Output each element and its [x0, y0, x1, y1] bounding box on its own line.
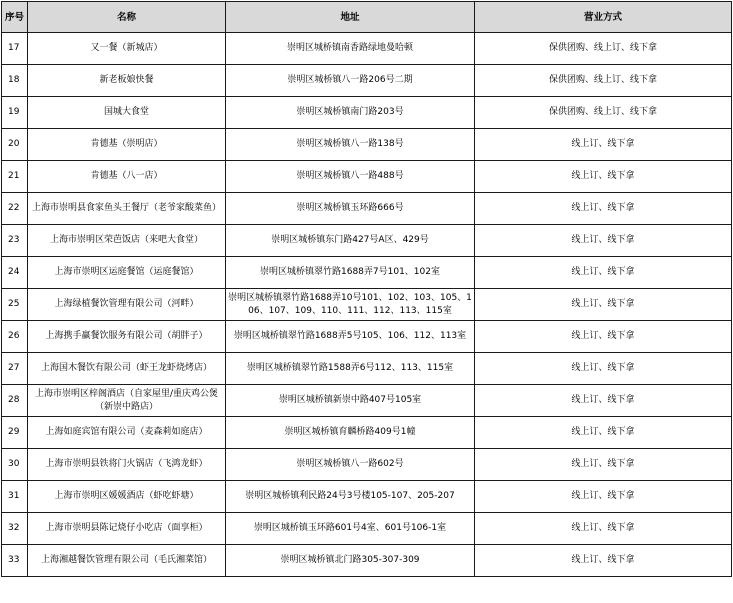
cell-name: 上海如庭宾馆有限公司（麦森莉如庭店）	[28, 417, 226, 449]
cell-name: 国城大食堂	[28, 97, 226, 129]
cell-address: 崇明区城桥镇玉环路666号	[226, 193, 475, 225]
header-address: 地址	[226, 2, 475, 33]
cell-no: 27	[2, 353, 28, 385]
header-no: 序号	[2, 2, 28, 33]
table-body	[2, 33, 732, 577]
table-row	[2, 449, 732, 481]
table-row	[2, 385, 732, 417]
cell-no: 19	[2, 97, 28, 129]
cell-mode: 线上订、线下拿	[475, 513, 732, 545]
cell-no: 28	[2, 385, 28, 417]
cell-name: 又一餐（新城店）	[28, 33, 226, 65]
cell-no: 24	[2, 257, 28, 289]
table-row	[2, 321, 732, 353]
cell-mode: 线上订、线下拿	[475, 353, 732, 385]
cell-no: 22	[2, 193, 28, 225]
cell-address: 崇明区城桥镇利民路24号3号楼105-107、205-207	[226, 481, 475, 513]
table-row	[2, 289, 732, 321]
cell-name: 上海市崇明区梓阁酒店（自家屋里/重庆鸡公煲（新崇中路店）	[28, 385, 226, 417]
cell-address: 崇明区城桥镇翠竹路1688弄10号101、102、103、105、106、107、109、110、111、112、113、115室	[226, 289, 475, 321]
cell-no: 31	[2, 481, 28, 513]
cell-mode: 线上订、线下拿	[475, 417, 732, 449]
cell-mode: 线上订、线下拿	[475, 193, 732, 225]
restaurant-table	[1, 1, 732, 577]
table-row	[2, 129, 732, 161]
cell-name: 上海绿植餐饮管理有限公司（河畔）	[28, 289, 226, 321]
cell-no: 21	[2, 161, 28, 193]
cell-mode: 线上订、线下拿	[475, 225, 732, 257]
table-row	[2, 257, 732, 289]
cell-name: 上海市崇明县食家鱼头王餐厅（老爷家酸菜鱼）	[28, 193, 226, 225]
cell-address: 崇明区城桥镇翠竹路1688弄5号105、106、112、113室	[226, 321, 475, 353]
cell-no: 18	[2, 65, 28, 97]
cell-address: 崇明区城桥镇东门路427号A区、429号	[226, 225, 475, 257]
cell-no: 26	[2, 321, 28, 353]
cell-name: 上海市崇明县铁将门火锅店（飞鸿龙虾）	[28, 449, 226, 481]
cell-mode: 线上订、线下拿	[475, 289, 732, 321]
cell-no: 30	[2, 449, 28, 481]
cell-no: 25	[2, 289, 28, 321]
table-row	[2, 513, 732, 545]
table-row	[2, 225, 732, 257]
cell-address: 崇明区城桥镇南香路绿地曼哈顿	[226, 33, 475, 65]
table-row	[2, 65, 732, 97]
cell-name: 上海市崇明县陈记烧仔小吃店（面享柜）	[28, 513, 226, 545]
cell-no: 33	[2, 545, 28, 577]
cell-mode: 保供团购、线上订、线下拿	[475, 33, 732, 65]
cell-mode: 保供团购、线上订、线下拿	[475, 97, 732, 129]
cell-address: 崇明区城桥镇新崇中路407号105室	[226, 385, 475, 417]
cell-name: 上海湘越餐饮管理有限公司（毛氏湘菜馆）	[28, 545, 226, 577]
table-row	[2, 33, 732, 65]
cell-no: 29	[2, 417, 28, 449]
cell-name: 肯德基（崇明店）	[28, 129, 226, 161]
cell-name: 上海携手赢餐饮服务有限公司（胡胖子）	[28, 321, 226, 353]
cell-mode: 线上订、线下拿	[475, 481, 732, 513]
cell-mode: 线上订、线下拿	[475, 385, 732, 417]
cell-mode: 线上订、线下拿	[475, 129, 732, 161]
cell-address: 崇明区城桥镇八一路206号二期	[226, 65, 475, 97]
cell-mode: 线上订、线下拿	[475, 321, 732, 353]
cell-address: 崇明区城桥镇翠竹路1588弄6号112、113、115室	[226, 353, 475, 385]
cell-address: 崇明区城桥镇八一路488号	[226, 161, 475, 193]
cell-name: 上海市崇明区荣芭饭店（来吧大食堂）	[28, 225, 226, 257]
cell-name: 上海市崇明区运庭餐馆（运庭餐馆）	[28, 257, 226, 289]
cell-address: 崇明区城桥镇翠竹路1688弄7号101、102室	[226, 257, 475, 289]
cell-name: 上海市崇明区媛媛酒店（虾吃虾塘）	[28, 481, 226, 513]
table-header	[2, 2, 732, 33]
cell-no: 20	[2, 129, 28, 161]
cell-mode: 线上订、线下拿	[475, 545, 732, 577]
table-row	[2, 97, 732, 129]
cell-address: 崇明区城桥镇南门路203号	[226, 97, 475, 129]
cell-mode: 线上订、线下拿	[475, 449, 732, 481]
table-row	[2, 481, 732, 513]
table-row	[2, 353, 732, 385]
cell-address: 崇明区城桥镇玉环路601号4室、601号106-1室	[226, 513, 475, 545]
cell-no: 32	[2, 513, 28, 545]
cell-address: 崇明区城桥镇北门路305-307-309	[226, 545, 475, 577]
header-mode: 营业方式	[475, 2, 732, 33]
header-name: 名称	[28, 2, 226, 33]
cell-name: 肯德基（八一店）	[28, 161, 226, 193]
cell-address: 崇明区城桥镇八一路602号	[226, 449, 475, 481]
table-row	[2, 545, 732, 577]
cell-mode: 线上订、线下拿	[475, 161, 732, 193]
table-row	[2, 417, 732, 449]
cell-name: 新老板娘快餐	[28, 65, 226, 97]
table-row	[2, 161, 732, 193]
cell-address: 崇明区城桥镇育麟桥路409号1幢	[226, 417, 475, 449]
cell-no: 23	[2, 225, 28, 257]
table-row	[2, 193, 732, 225]
cell-address: 崇明区城桥镇八一路138号	[226, 129, 475, 161]
cell-mode: 保供团购、线上订、线下拿	[475, 65, 732, 97]
cell-name: 上海国木餐饮有限公司（虾王龙虾烧烤店）	[28, 353, 226, 385]
cell-no: 17	[2, 33, 28, 65]
cell-mode: 线上订、线下拿	[475, 257, 732, 289]
header-row	[2, 2, 732, 33]
